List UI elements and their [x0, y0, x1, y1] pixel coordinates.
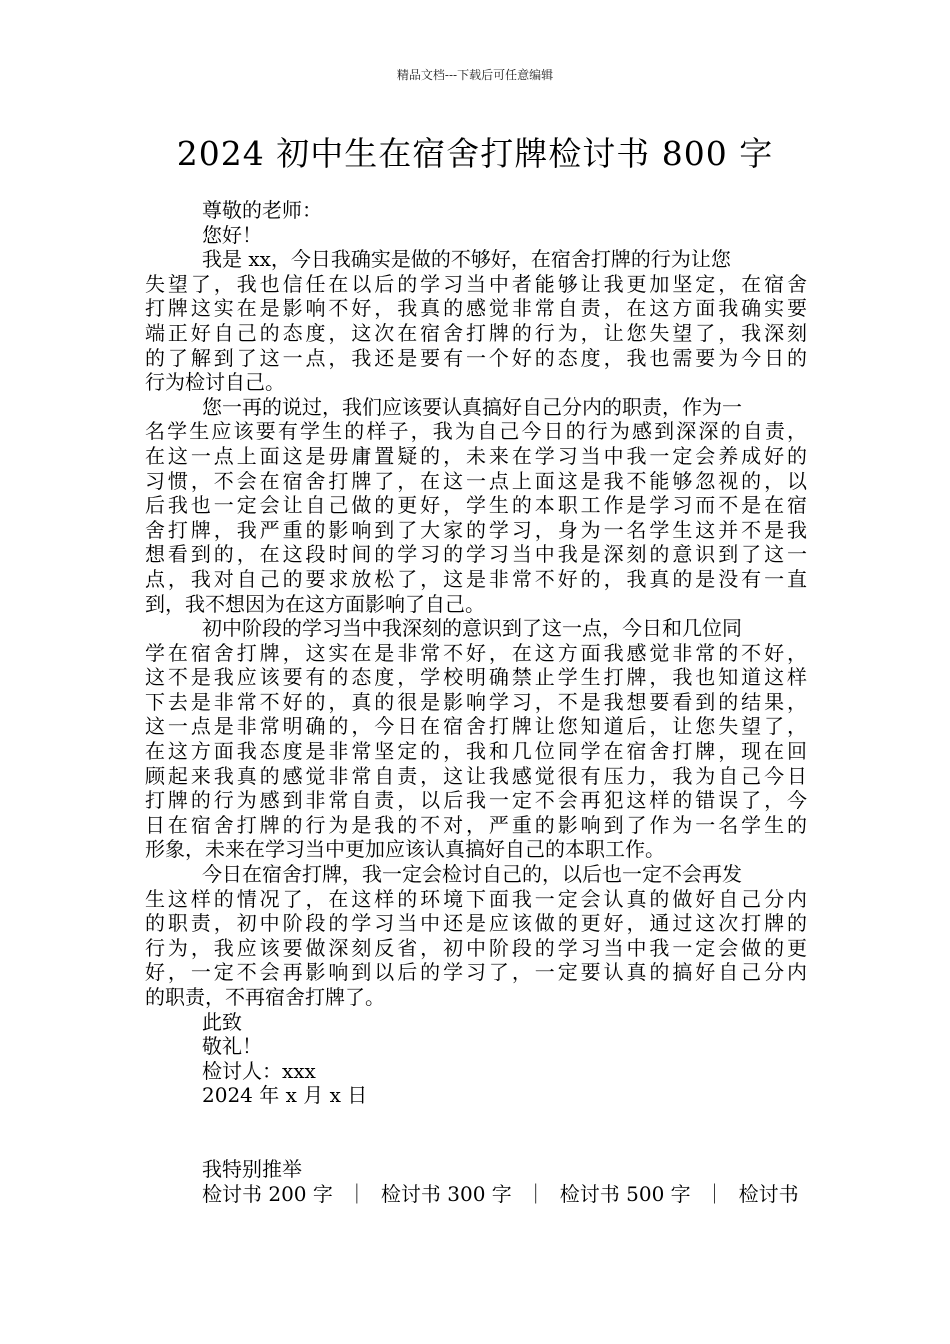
greeting: 您好！ [202, 222, 262, 247]
paragraph-line: 学在宿舍打牌，这实在是非常不好，在这方面我感觉非常的不好， [145, 640, 807, 665]
paragraph-line: 在这方面我态度是非常坚定的，我和几位同学在宿舍打牌，现在回 [145, 739, 807, 764]
recommend-link[interactable]: 检讨书 500 字 [559, 1181, 691, 1206]
paragraph-line: 这一点是非常明确的，今日在宿舍打牌让您知道后，让您失望了， [145, 714, 807, 739]
link-separator: ｜ [704, 1181, 725, 1206]
page-title: 2024 初中生在宿舍打牌检讨书 800 字 [176, 134, 774, 173]
paragraph-line: 初中阶段的学习当中我深刻的意识到了这一点，今日和几位同 [202, 616, 742, 641]
paragraph-line: 打牌这实在是影响不好，我真的感觉非常自责，在这方面我确实要 [145, 296, 807, 321]
paragraph-line: 端正好自己的态度，这次在宿舍打牌的行为，让您失望了，我深刻 [145, 320, 807, 345]
signer-line: 检讨人：xxx [202, 1058, 316, 1083]
recommend-link[interactable]: 检讨书 200 字 [202, 1181, 333, 1206]
closing-jing-li: 敬礼！ [202, 1034, 262, 1059]
paragraph-line: 点，我对自己的要求放松了，这是非常不好的，我真的是没有一直 [145, 566, 807, 591]
recommend-heading: 我特别推举 [202, 1156, 302, 1181]
paragraph-line: 今日在宿舍打牌，我一定会检讨自己的，以后也一定不会再发 [202, 862, 742, 887]
paragraph-line: 打牌的行为感到非常自责，以后我一定不会再犯这样的错误了，今 [145, 788, 807, 813]
paragraph-line: 后我也一定会让自己做的更好，学生的本职工作是学习而不是在宿 [145, 493, 807, 518]
paragraph-line: 下去是非常不好的，真的很是影响学习，不是我想要看到的结果， [145, 689, 807, 714]
recommend-links [145, 1182, 807, 1207]
closing-ci-zhi: 此致 [202, 1009, 242, 1034]
recommend-link[interactable]: 检讨书 [738, 1181, 799, 1206]
document-body [145, 198, 807, 1206]
paragraph-line: 失望了，我也信任在以后的学习当中者能够让我更加坚定，在宿舍 [145, 271, 807, 296]
paragraph [145, 247, 807, 395]
paragraph-line: 顾起来我真的感觉非常自责，这让我感觉很有压力，我为自己今日 [145, 763, 807, 788]
paragraph-line: 名学生应该要有学生的样子，我为自己今日的行为感到深深的自责， [145, 419, 807, 444]
paragraph-line: 这不是我应该要有的态度，学校明确禁止学生打牌，我也知道这样 [145, 665, 807, 690]
paragraph [145, 616, 807, 862]
paragraph-line: 的职责，不再宿舍打牌了。 [145, 985, 385, 1009]
paragraph-line: 日在宿舍打牌的行为是我的不对，严重的影响到了作为一名学生的 [145, 812, 807, 837]
paragraph-line: 的了解到了这一点，我还是要有一个好的态度，我也需要为今日的 [145, 345, 807, 370]
paragraph-line: 生这样的情况了，在这样的环境下面我一定会认真的做好自己分内 [145, 886, 807, 911]
paragraph-line: 在这一点上面这是毋庸置疑的，未来在学习当中我一定会养成好的 [145, 443, 807, 468]
paragraph-line: 我是 xx，今日我确实是做的不够好，在宿舍打牌的行为让您 [202, 247, 731, 272]
link-separator: ｜ [346, 1181, 367, 1206]
paragraph-line: 形象，未来在学习当中更加应该认真搞好自己的本职工作。 [145, 837, 665, 862]
paragraph-line: 舍打牌，我严重的影响到了大家的学习，身为一名学生这并不是我 [145, 517, 807, 542]
paragraph-line: 想看到的，在这段时间的学习的学习当中我是深刻的意识到了这一 [145, 542, 807, 567]
paragraph-line: 您一再的说过，我们应该要认真搞好自己分内的职责，作为一 [202, 394, 742, 419]
date-line: 2024 年 x 月 x 日 [202, 1083, 368, 1108]
paragraph-line: 好，一定不会再影响到以后的学习了，一定要认真的搞好自己分内 [145, 960, 807, 985]
paragraph [145, 395, 807, 616]
paragraph-line: 到，我不想因为在这方面影响了自己。 [145, 591, 485, 616]
paragraph-line: 行为检讨自己。 [145, 370, 285, 395]
recommend-link[interactable]: 检讨书 300 字 [380, 1181, 512, 1206]
paragraphs [145, 247, 807, 1009]
paragraph-line: 习惯，不会在宿舍打牌了，在这一点上面这是我不能够忽视的，以 [145, 468, 807, 493]
salutation: 尊敬的老师： [202, 198, 322, 222]
spacer [145, 1108, 807, 1157]
header-note: 精品文档---下载后可任意编辑 [396, 68, 554, 82]
link-separator: ｜ [525, 1181, 546, 1206]
paragraph-line: 的职责，初中阶段的学习当中还是应该做的更好，通过这次打牌的 [145, 911, 807, 936]
paragraph-line: 行为，我应该要做深刻反省，初中阶段的学习当中我一定会做的更 [145, 935, 807, 960]
paragraph [145, 862, 807, 1010]
